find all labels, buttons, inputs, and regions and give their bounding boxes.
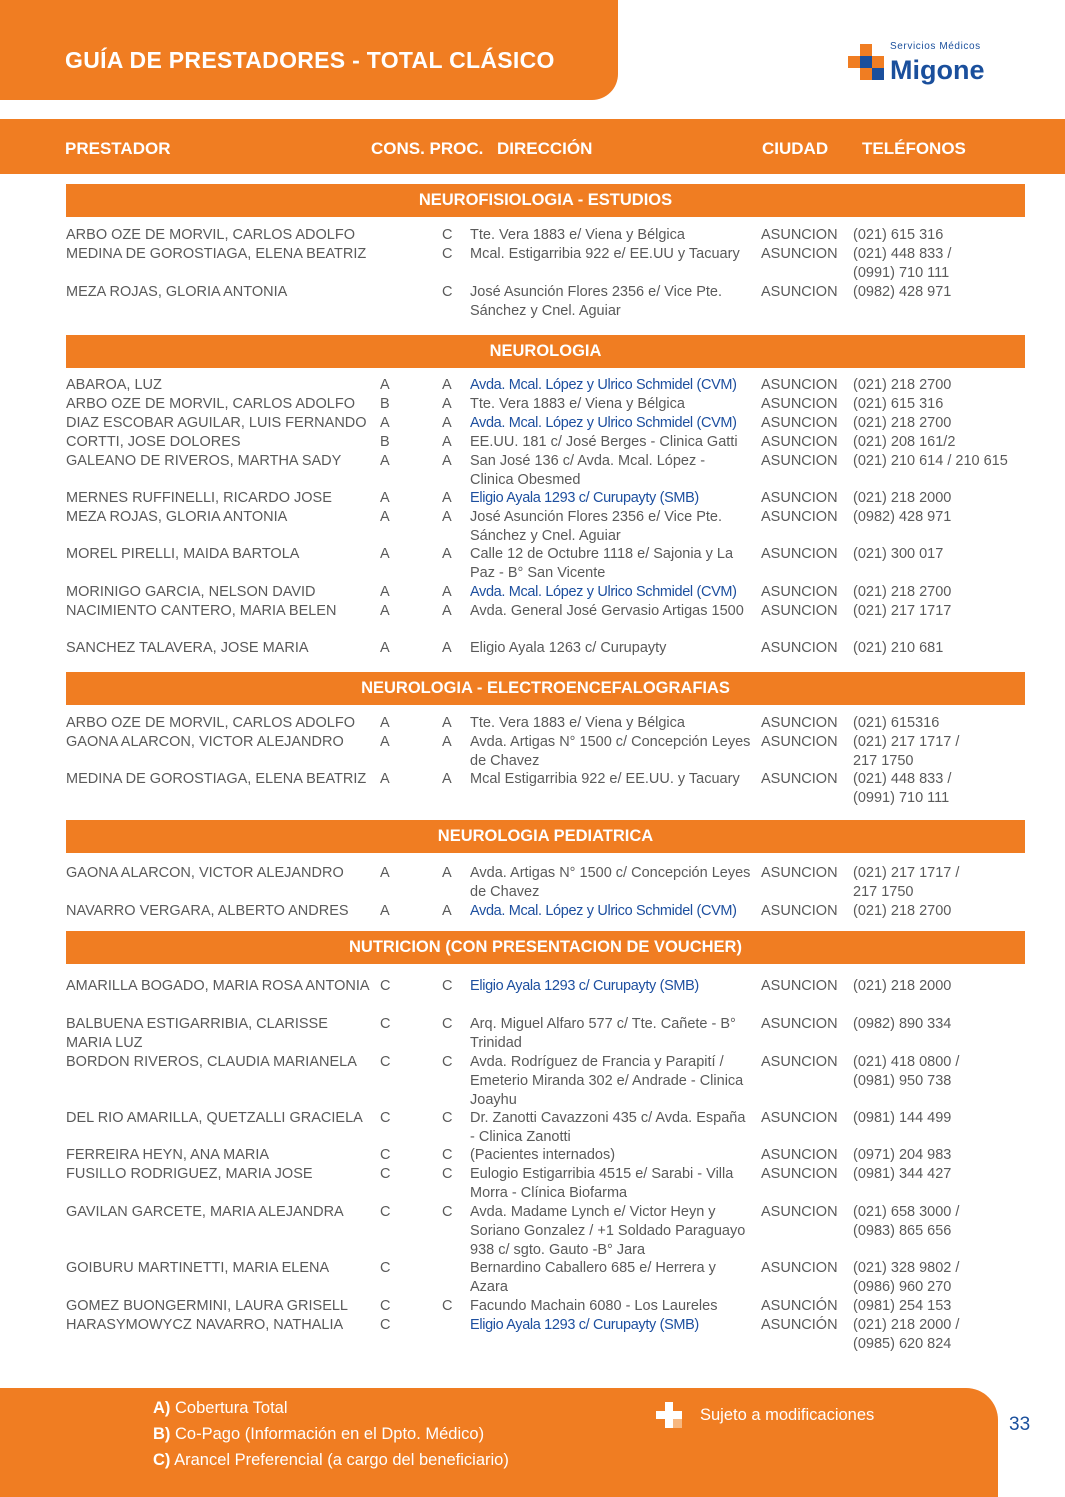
phone: (021) 615 316 xyxy=(853,227,944,243)
city: ASUNCION xyxy=(761,396,838,412)
phone: (021) 418 0800 / (0981) 950 738 xyxy=(853,1054,960,1089)
page-number: 33 xyxy=(1009,1414,1031,1435)
city: ASUNCION xyxy=(761,640,838,656)
phone: (0982) 428 971 xyxy=(853,509,952,525)
col-ciudad: CIUDAD xyxy=(762,139,829,158)
city: ASUNCIÓN xyxy=(761,1317,838,1333)
provider-name: CORTTI, JOSE DOLORES xyxy=(66,434,241,450)
proc-code: A xyxy=(442,377,452,393)
cross-icon xyxy=(656,1402,682,1428)
logo-brand: Migone xyxy=(890,55,985,85)
address: Avda. Rodríguez de Francia y Parapití / Emeterio Miranda 302 e/ Andrade - Clinica Joayhu xyxy=(470,1054,744,1108)
phone: (021) 217 1717 xyxy=(853,603,952,619)
address: (Pacientes internados) xyxy=(470,1147,616,1163)
cons-code: A xyxy=(380,546,390,562)
provider-name: ABAROA, LUZ xyxy=(66,377,162,393)
provider-name: GOMEZ BUONGERMINI, LAURA GRISELL xyxy=(66,1298,348,1314)
legend-text: Co-Pago (Información en el Dpto. Médico) xyxy=(170,1425,485,1443)
phone: (021) 300 017 xyxy=(853,546,944,562)
proc-code: A xyxy=(442,546,452,562)
city: ASUNCION xyxy=(761,1204,838,1220)
cons-code: A xyxy=(380,640,390,656)
proc-code: A xyxy=(442,734,452,750)
city: ASUNCIÓN xyxy=(761,1298,838,1314)
address: Avda. General José Gervasio Artigas 1500 xyxy=(470,603,744,619)
legend-c xyxy=(153,1451,509,1470)
address: Avda. Artigas N° 1500 c/ Concepción Leyes de Chavez xyxy=(470,734,751,769)
cons-code: A xyxy=(380,415,390,431)
cons-code: C xyxy=(380,1204,391,1220)
proc-code: A xyxy=(442,490,452,506)
address: Tte. Vera 1883 e/ Viena y Bélgica xyxy=(470,715,685,731)
provider-name: MEZA ROJAS, GLORIA ANTONIA xyxy=(66,509,288,525)
footer-banner xyxy=(0,1388,998,1497)
provider-name: MEZA ROJAS, GLORIA ANTONIA xyxy=(66,284,288,300)
medical-cross-icon xyxy=(848,44,884,80)
disclaimer-note: Sujeto a modificaciones xyxy=(700,1406,875,1424)
address: José Asunción Flores 2356 e/ Vice Pte. Sánchez y Cnel. Aguiar xyxy=(470,509,723,544)
proc-code: A xyxy=(442,584,452,600)
legend-text: Cobertura Total xyxy=(170,1399,288,1417)
cons-code: A xyxy=(380,584,390,600)
cons-code: B xyxy=(380,434,390,450)
cons-code: C xyxy=(380,1110,391,1126)
proc-code: A xyxy=(442,603,452,619)
proc-code: C xyxy=(442,284,453,300)
logo-subtitle: Servicios Médicos xyxy=(890,41,981,52)
address: Calle 12 de Octubre 1118 e/ Sajonia y La Paz - B° San Vicente xyxy=(470,546,734,581)
phone: (021) 217 1717 / 217 1750 xyxy=(853,734,960,769)
phone: (0971) 204 983 xyxy=(853,1147,952,1163)
legend-key: C) xyxy=(153,1451,171,1469)
address: Mcal Estigarribia 922 e/ EE.UU. y Tacuary xyxy=(470,771,740,787)
address: Bernardino Caballero 685 e/ Herrera y Azara xyxy=(470,1260,716,1295)
address: Avda. Artigas N° 1500 c/ Concepción Leyes de Chavez xyxy=(470,865,751,900)
provider-name: MERNES RUFFINELLI, RICARDO JOSE xyxy=(66,490,332,506)
city: ASUNCION xyxy=(761,1147,838,1163)
address: San José 136 c/ Avda. Mcal. López - Clinica Obesmed xyxy=(470,453,706,488)
provider-name: MEDINA DE GOROSTIAGA, ELENA BEATRIZ xyxy=(66,771,367,787)
city: ASUNCION xyxy=(761,415,838,431)
cons-code: C xyxy=(380,1298,391,1314)
phone: (021) 218 2700 xyxy=(853,415,952,431)
migone-logo xyxy=(848,40,1018,90)
proc-code: A xyxy=(442,453,452,469)
proc-code: C xyxy=(442,227,453,243)
phone: (021) 218 2000 xyxy=(853,490,952,506)
city: ASUNCION xyxy=(761,978,838,994)
phone: (0981) 254 153 xyxy=(853,1298,952,1314)
cons-code: C xyxy=(380,1147,391,1163)
address: Eligio Ayala 1293 c/ Curupayty (SMB) xyxy=(470,978,699,994)
section-header: NEUROLOGIA PEDIATRICA xyxy=(66,820,1025,853)
proc-code: A xyxy=(442,415,452,431)
title-banner xyxy=(0,0,618,100)
phone: (021) 217 1717 / 217 1750 xyxy=(853,865,960,900)
proc-code: C xyxy=(442,978,453,994)
cons-code: A xyxy=(380,509,390,525)
proc-code: A xyxy=(442,903,452,919)
proc-code: A xyxy=(442,509,452,525)
address: Avda. Mcal. López y Ulrico Schmidel (CVM) xyxy=(470,584,737,600)
proc-code: C xyxy=(442,1147,453,1163)
provider-name: BORDON RIVEROS, CLAUDIA MARIANELA xyxy=(66,1054,357,1070)
city: ASUNCION xyxy=(761,246,838,262)
address: Avda. Mcal. López y Ulrico Schmidel (CVM) xyxy=(470,415,737,431)
cons-code: A xyxy=(380,377,390,393)
proc-code: C xyxy=(442,1298,453,1314)
provider-name: SANCHEZ TALAVERA, JOSE MARIA xyxy=(66,640,309,656)
cons-code: A xyxy=(380,771,390,787)
proc-code: A xyxy=(442,434,452,450)
proc-code: C xyxy=(442,1110,453,1126)
city: ASUNCION xyxy=(761,546,838,562)
legend-key: B) xyxy=(153,1425,171,1443)
phone: (021) 448 833 / (0991) 710 111 xyxy=(853,771,952,806)
city: ASUNCION xyxy=(761,509,838,525)
provider-name: ARBO OZE DE MORVIL, CARLOS ADOLFO xyxy=(66,715,355,731)
address: Facundo Machain 6080 - Los Laureles xyxy=(470,1298,718,1314)
provider-name: AMARILLA BOGADO, MARIA ROSA ANTONIA xyxy=(66,978,370,994)
cons-code: C xyxy=(380,1054,391,1070)
city: ASUNCION xyxy=(761,1054,838,1070)
address: EE.UU. 181 c/ José Berges - Clinica Gatti xyxy=(470,434,738,450)
section-header: NEUROFISIOLOGIA - ESTUDIOS xyxy=(66,184,1025,217)
cons-code: A xyxy=(380,903,390,919)
phone: (021) 218 2700 xyxy=(853,903,952,919)
proc-code: A xyxy=(442,715,452,731)
proc-code: A xyxy=(442,396,452,412)
address: Tte. Vera 1883 e/ Viena y Bélgica xyxy=(470,396,685,412)
provider-name: MOREL PIRELLI, MAIDA BARTOLA xyxy=(66,546,300,562)
phone: (0982) 890 334 xyxy=(853,1016,952,1032)
city: ASUNCION xyxy=(761,434,838,450)
phone: (021) 218 2000 / (0985) 620 824 xyxy=(853,1317,960,1352)
proc-code: C xyxy=(442,1016,453,1032)
column-header-bar xyxy=(0,119,1065,174)
provider-name: FUSILLO RODRIGUEZ, MARIA JOSE xyxy=(66,1166,313,1182)
phone: (021) 218 2700 xyxy=(853,377,952,393)
address: Avda. Mcal. López y Ulrico Schmidel (CVM) xyxy=(470,903,737,919)
phone: (0982) 428 971 xyxy=(853,284,952,300)
city: ASUNCION xyxy=(761,603,838,619)
phone: (021) 218 2700 xyxy=(853,584,952,600)
phone: (021) 615 316 xyxy=(853,396,944,412)
cons-code: C xyxy=(380,1317,391,1333)
city: ASUNCION xyxy=(761,1260,838,1276)
address: Eligio Ayala 1293 c/ Curupayty (SMB) xyxy=(470,1317,699,1333)
cons-code: A xyxy=(380,490,390,506)
proc-code: A xyxy=(442,771,452,787)
legend-a xyxy=(153,1399,288,1418)
provider-name: GAONA ALARCON, VICTOR ALEJANDRO xyxy=(66,865,344,881)
proc-code: C xyxy=(442,1204,453,1220)
col-direccion: DIRECCIÓN xyxy=(497,139,593,158)
legend-key: A) xyxy=(153,1399,171,1417)
provider-name: NACIMIENTO CANTERO, MARIA BELEN xyxy=(66,603,337,619)
provider-name: DIAZ ESCOBAR AGUILAR, LUIS FERNANDO xyxy=(66,415,367,431)
phone: (021) 210 614 / 210 615 xyxy=(853,453,1008,469)
section-header: NEUROLOGIA xyxy=(66,335,1025,368)
phone: (021) 328 9802 / (0986) 960 270 xyxy=(853,1260,960,1295)
provider-name: GOIBURU MARTINETTI, MARIA ELENA xyxy=(66,1260,330,1276)
city: ASUNCION xyxy=(761,903,838,919)
address: José Asunción Flores 2356 e/ Vice Pte. Sánchez y Cnel. Aguiar xyxy=(470,284,723,319)
cons-code: B xyxy=(380,396,390,412)
proc-code: A xyxy=(442,865,452,881)
col-prestador: PRESTADOR xyxy=(65,139,171,158)
cons-code: C xyxy=(380,978,391,994)
proc-code: C xyxy=(442,1166,453,1182)
address: Tte. Vera 1883 e/ Viena y Bélgica xyxy=(470,227,685,243)
phone: (0981) 344 427 xyxy=(853,1166,952,1182)
city: ASUNCION xyxy=(761,377,838,393)
city: ASUNCION xyxy=(761,490,838,506)
address: Dr. Zanotti Cavazzoni 435 c/ Avda. España - Clinica Zanotti xyxy=(470,1110,746,1145)
cons-code: A xyxy=(380,603,390,619)
city: ASUNCION xyxy=(761,865,838,881)
address: Avda. Madame Lynch e/ Victor Heyn y Soriano Gonzalez / +1 Soldado Paraguayo 938 c/ sgto. Gauto -B° Jara xyxy=(470,1204,746,1258)
city: ASUNCION xyxy=(761,1110,838,1126)
phone: (021) 218 2000 xyxy=(853,978,952,994)
phone: (021) 615316 xyxy=(853,715,940,731)
provider-name: NAVARRO VERGARA, ALBERTO ANDRES xyxy=(66,903,349,919)
proc-code: C xyxy=(442,246,453,262)
provider-name: BALBUENA ESTIGARRIBIA, CLARISSE MARIA LUZ xyxy=(66,1016,328,1051)
cons-code: A xyxy=(380,715,390,731)
address: Eligio Ayala 1293 c/ Curupayty (SMB) xyxy=(470,490,699,506)
cons-code: A xyxy=(380,453,390,469)
legend-b xyxy=(153,1425,484,1444)
col-telefonos: TELÉFONOS xyxy=(862,139,966,158)
cons-code: A xyxy=(380,734,390,750)
address: Avda. Mcal. López y Ulrico Schmidel (CVM) xyxy=(470,377,737,393)
provider-name: HARASYMOWYCZ NAVARRO, NATHALIA xyxy=(66,1317,344,1333)
cons-code: C xyxy=(380,1260,391,1276)
provider-name: DEL RIO AMARILLA, QUETZALLI GRACIELA xyxy=(66,1110,363,1126)
address: Arq. Miguel Alfaro 577 c/ Tte. Cañete - B° Trinidad xyxy=(470,1016,736,1051)
provider-name: FERREIRA HEYN, ANA MARIA xyxy=(66,1147,270,1163)
phone: (021) 210 681 xyxy=(853,640,944,656)
cons-code: A xyxy=(380,865,390,881)
city: ASUNCION xyxy=(761,715,838,731)
provider-name: ARBO OZE DE MORVIL, CARLOS ADOLFO xyxy=(66,396,355,412)
city: ASUNCION xyxy=(761,227,838,243)
phone: (021) 658 3000 / (0983) 865 656 xyxy=(853,1204,960,1239)
phone: (021) 448 833 / (0991) 710 111 xyxy=(853,246,952,281)
cons-code: C xyxy=(380,1166,391,1182)
legend-text: Arancel Preferencial (a cargo del beneficiario) xyxy=(170,1451,509,1469)
provider-name: GAVILAN GARCETE, MARIA ALEJANDRA xyxy=(66,1204,344,1220)
city: ASUNCION xyxy=(761,453,838,469)
section-header: NEUROLOGIA - ELECTROENCEFALOGRAFIAS xyxy=(66,672,1025,705)
city: ASUNCION xyxy=(761,771,838,787)
city: ASUNCION xyxy=(761,734,838,750)
city: ASUNCION xyxy=(761,1016,838,1032)
proc-code: C xyxy=(442,1054,453,1070)
section-header: NUTRICION (CON PRESENTACION DE VOUCHER) xyxy=(66,931,1025,964)
provider-name: MEDINA DE GOROSTIAGA, ELENA BEATRIZ xyxy=(66,246,367,262)
provider-name: MORINIGO GARCIA, NELSON DAVID xyxy=(66,584,316,600)
phone: (0981) 144 499 xyxy=(853,1110,952,1126)
city: ASUNCION xyxy=(761,1166,838,1182)
page-title: GUÍA DE PRESTADORES - TOTAL CLÁSICO xyxy=(65,47,555,73)
city: ASUNCION xyxy=(761,584,838,600)
address: Mcal. Estigarribia 922 e/ EE.UU y Tacuary xyxy=(470,246,740,262)
address: Eulogio Estigarribia 4515 e/ Sarabi - Villa Morra - Clínica Biofarma xyxy=(470,1166,734,1201)
provider-name: GAONA ALARCON, VICTOR ALEJANDRO xyxy=(66,734,344,750)
cons-code: C xyxy=(380,1016,391,1032)
phone: (021) 208 161/2 xyxy=(853,434,956,450)
provider-name: ARBO OZE DE MORVIL, CARLOS ADOLFO xyxy=(66,227,355,243)
col-cons-proc: CONS. PROC. xyxy=(371,139,484,158)
provider-name: GALEANO DE RIVEROS, MARTHA SADY xyxy=(66,453,342,469)
address: Eligio Ayala 1263 c/ Curupayty xyxy=(470,640,667,656)
city: ASUNCION xyxy=(761,284,838,300)
proc-code: A xyxy=(442,640,452,656)
